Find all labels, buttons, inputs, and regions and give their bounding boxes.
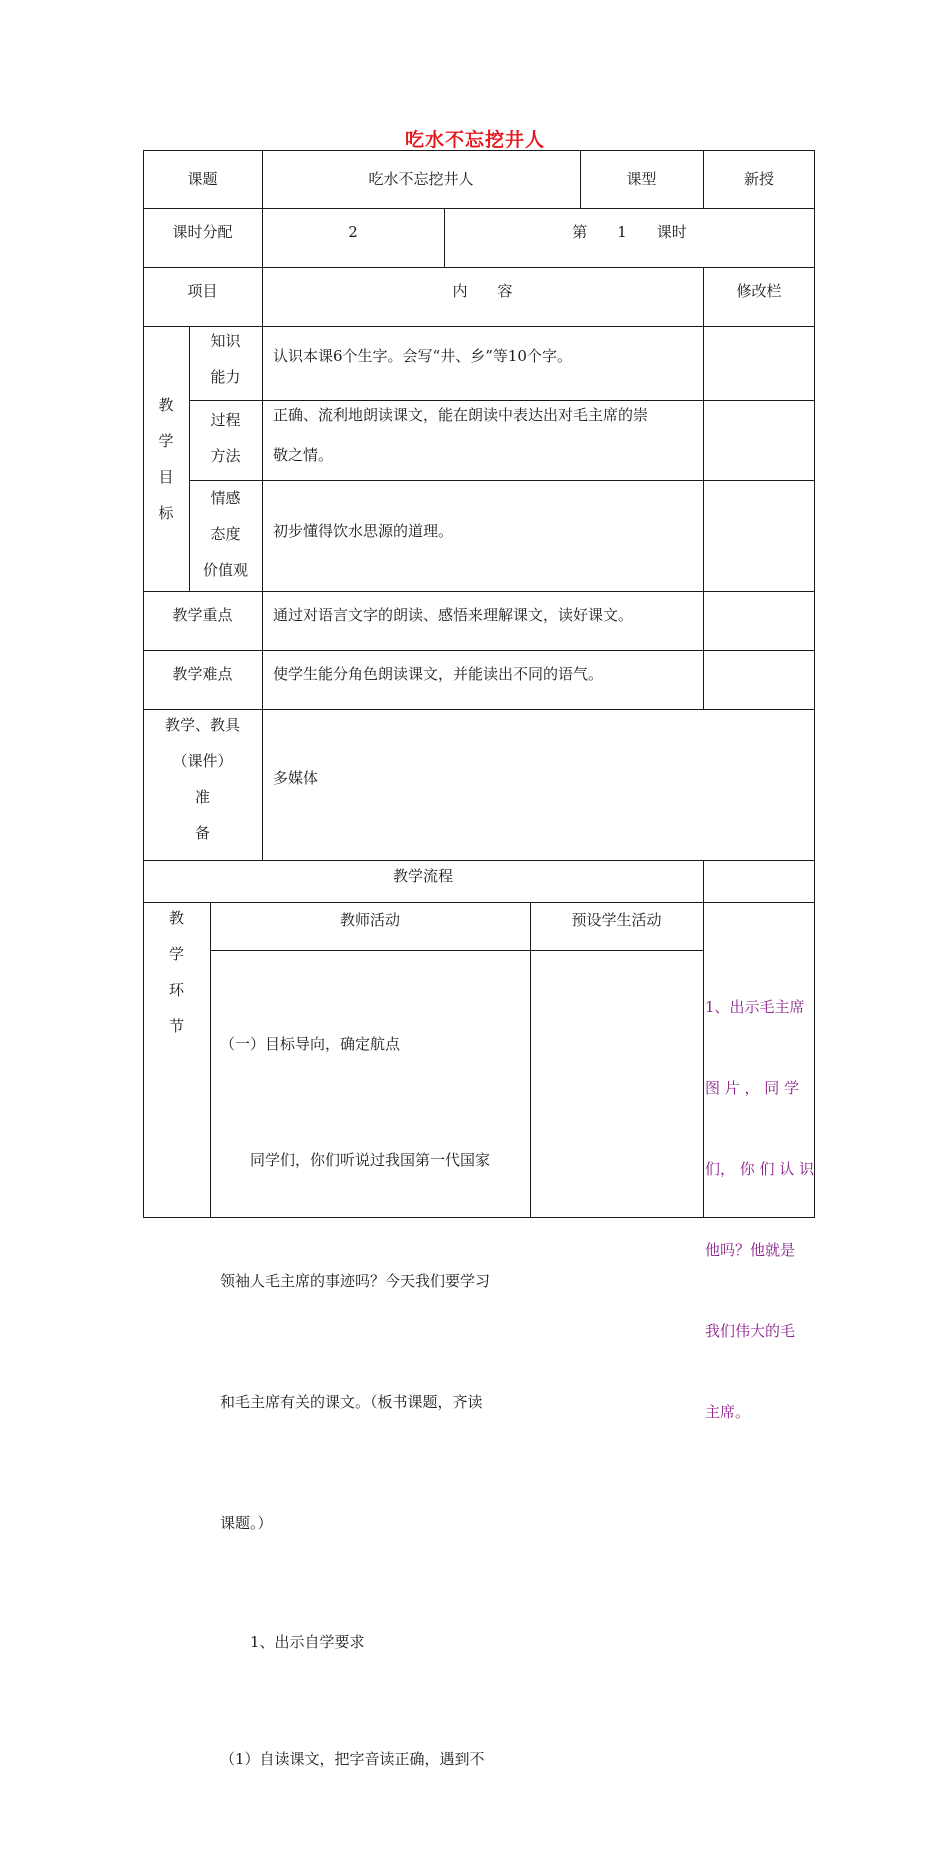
knowledge-text: 认识本课6个生字。会写“井、乡”等10个字。	[273, 347, 572, 365]
teacher-activity-text: （一）目标导向，确定航点 同学们，你们听说过我国第一代国家 领袖人毛主席的事迹吗？今天我们要学习 和毛主席有关的课文。（板书课题，齐读 课题。） 1、出示自学要求 （1）自读课文，把字音读正确，遇到不	[220, 1035, 491, 1768]
tools-text: 多媒体	[273, 769, 319, 787]
objectives-label: 教 学 目 标	[158, 395, 174, 522]
document-title: 吃水不忘挖井人	[404, 129, 545, 151]
content-header: 内 容	[452, 282, 513, 300]
stage-label: 教 学 环 节	[168, 909, 184, 1035]
lesson-type-label: 课型	[626, 170, 657, 188]
teacher-activity-header: 教师活动	[339, 911, 400, 929]
emotion-label: 情感 态度 价值观	[202, 489, 248, 579]
student-activity-header: 预设学生活动	[571, 911, 662, 929]
difficulty-text: 使学生能分角色朗读课文，并能读出不同的语气。	[273, 665, 604, 683]
topic-label: 课题	[187, 170, 218, 188]
item-header: 项目	[187, 282, 218, 300]
topic-value: 吃水不忘挖井人	[368, 170, 474, 188]
revision-header: 修改栏	[736, 282, 782, 300]
period-total: 2	[348, 223, 358, 241]
emotion-text: 初步懂得饮水思源的道理。	[273, 522, 454, 540]
process-label: 过程 方法	[210, 411, 241, 465]
flow-header: 教学流程	[392, 867, 453, 885]
process-text: 正确、流利地朗读课文，能在朗读中表达出对毛主席的崇 敬之情。	[273, 406, 649, 464]
tools-label: 教学、教具 （课件） 准 备	[164, 716, 240, 842]
difficulty-label: 教学难点	[172, 665, 233, 683]
lesson-plan-table	[143, 150, 815, 1768]
key-point-label: 教学重点	[172, 606, 233, 624]
revision-note: 1、出示毛主席 图 片 ， 同 学 们， 你 们 认 识 他吗？他就是 我们伟大的毛 主席。	[705, 998, 815, 1421]
key-point-text: 通过对语言文字的朗读、感悟来理解课文，读好课文。	[273, 606, 634, 624]
period-session: 第 1 课时	[572, 223, 687, 241]
period-label: 课时分配	[172, 223, 233, 241]
knowledge-label: 知识 能力	[210, 332, 241, 386]
lesson-type-value: 新授	[743, 170, 774, 188]
